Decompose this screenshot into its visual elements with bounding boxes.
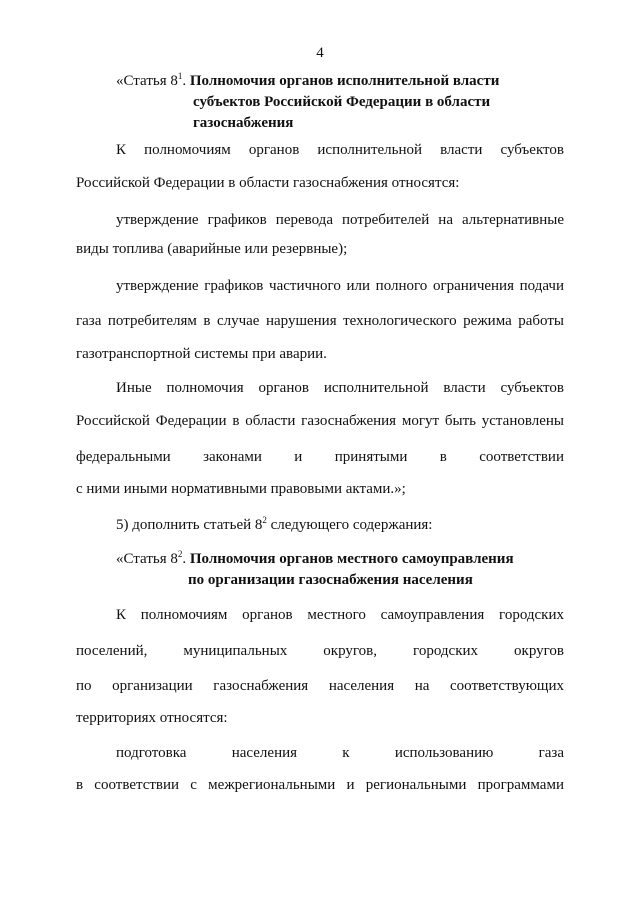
article-8-2-line-5: подготовка населения к использованию газа xyxy=(116,745,564,761)
article-8-2-title-line1: Полномочия органов местного самоуправления xyxy=(189,551,514,567)
item-5-text-before: 5) дополнить статьей 8 xyxy=(116,517,263,533)
article-8-1-line-8: Иные полномочия органов исполнительной власти субъектов xyxy=(116,380,564,396)
article-8-1-line-9: Российской Федерации в области газоснабжения могут быть установлены xyxy=(76,413,564,429)
article-8-1-title-line3: газоснабжения xyxy=(193,115,294,131)
article-8-1-title-line2: субъектов Российской Федерации в области xyxy=(193,94,491,110)
article-8-1-line-1: К полномочиям органов исполнительной власти субъектов xyxy=(116,142,564,158)
article-8-1-line-7: газотранспортной системы при аварии. xyxy=(76,346,327,362)
article-8-1-heading xyxy=(116,70,576,92)
article-8-2-title-line2-wrap xyxy=(188,569,568,591)
article-8-1-title-line2-wrap xyxy=(193,91,573,113)
article-8-1-title-line3-wrap xyxy=(193,112,573,134)
article-8-2-sup: 2 xyxy=(177,549,183,559)
article-8-2-line-4: территориях относятся: xyxy=(76,710,228,726)
article-8-2-line-6: в соответствии с межрегиональными и региональными программами xyxy=(76,777,564,793)
article-8-2-title-line2: по организации газоснабжения населения xyxy=(188,572,473,588)
article-8-1-line-11: с ними иными нормативными правовыми актами.»; xyxy=(76,481,406,497)
article-8-1-dot: . xyxy=(182,73,187,89)
article-8-1-line-6: газа потребителям в случае нарушения технологического режима работы xyxy=(76,313,564,329)
article-8-2-line-3: по организации газоснабжения населения на соответствующих xyxy=(76,678,564,694)
article-8-1-line-4: виды топлива (аварийные или резервные); xyxy=(76,241,348,257)
item-5-text-after: следующего содержания: xyxy=(266,517,433,533)
article-8-1-line-10: федеральными законами и принятыми в соответствии xyxy=(76,449,564,465)
article-8-1-line-3: утверждение графиков перевода потребителей на альтернативные xyxy=(116,212,564,228)
page-number: 4 xyxy=(316,45,324,61)
article-8-2-line-2: поселений, муниципальных округов, городских округов xyxy=(76,643,564,659)
article-8-2-dot: . xyxy=(182,551,187,567)
article-8-1-prefix: «Статья 8 xyxy=(116,73,178,89)
article-8-2-line-1: К полномочиям органов местного самоуправления городских xyxy=(116,607,564,623)
article-8-1-line-2: Российской Федерации в области газоснабжения относятся: xyxy=(76,175,460,191)
article-8-1-title-line1: Полномочия органов исполнительной власти xyxy=(189,73,500,89)
item-5-sup: 2 xyxy=(262,515,267,525)
article-8-1-line-5: утверждение графиков частичного или полного ограничения подачи xyxy=(116,278,564,294)
article-8-2-prefix: «Статья 8 xyxy=(116,551,178,567)
article-8-2-heading xyxy=(116,548,576,570)
item-5-line xyxy=(116,514,564,536)
article-8-1-sup: 1 xyxy=(177,71,183,81)
